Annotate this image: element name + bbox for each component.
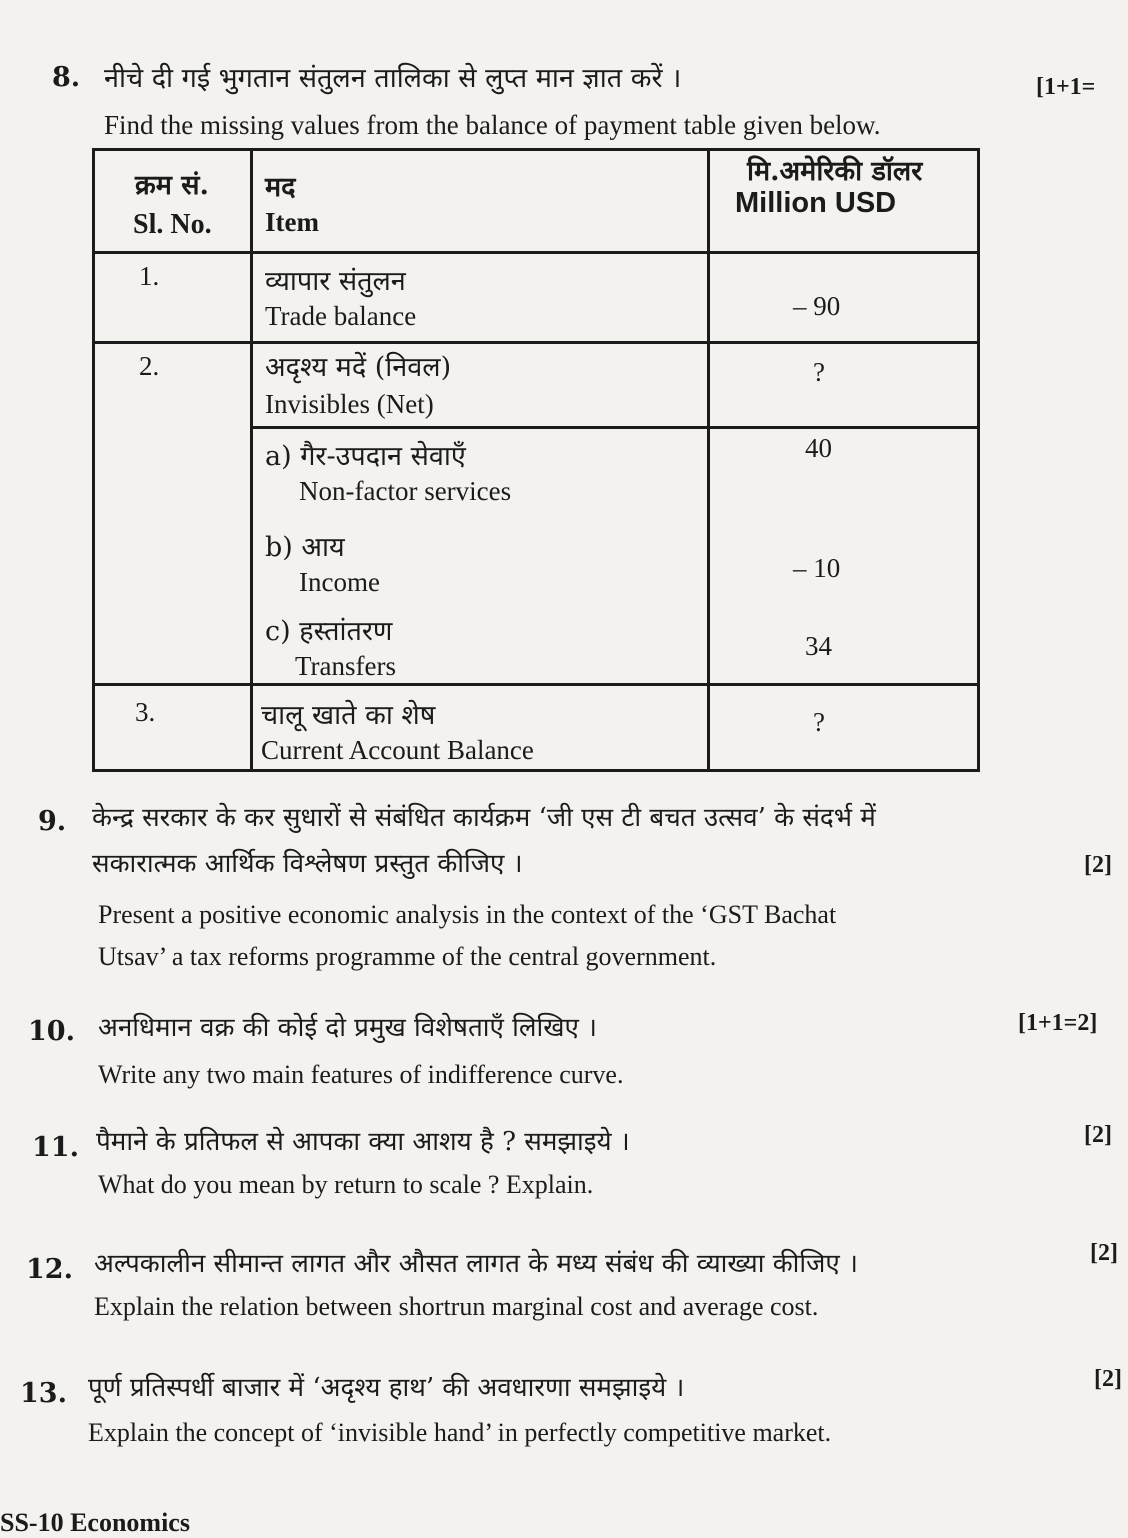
header-value-hindi: मि.अमेरिकी डॉलर [747,156,923,187]
row2-item-hindi: अदृश्य मदें (निवल) [265,352,452,383]
row2-value: ? [813,357,825,387]
q13-number: 13. [20,1378,67,1409]
footer-subject: SS-10 Economics [0,1508,190,1537]
q13-hindi: पूर्ण प्रतिस्पर्धी बाजार में ‘अदृश्य हाथ’ की अवधारणा समझाइये । [88,1373,685,1403]
row1-divider [95,341,977,344]
col-divider-1 [250,151,253,769]
row1-item-english: Trade balance [265,301,417,331]
q8-number: 8. [52,62,81,93]
q9-english-line2: Utsav’ a tax reforms programme of the central government. [98,942,717,971]
q13-english: Explain the concept of ‘invisible hand’ in perfectly competitive market. [88,1418,832,1447]
row2a-item-english: Non-factor services [299,476,512,506]
header-sl-english: Sl. No. [133,209,212,240]
row2c-value: 34 [805,631,832,661]
row1-value: – 90 [793,291,841,321]
header-item-hindi: मद [265,172,296,203]
row3-sl: 3. [135,697,156,727]
q13-marks: [2] [1094,1366,1122,1392]
row3-item-english: Current Account Balance [261,735,534,765]
row2-item-english: Invisibles (Net) [265,389,434,419]
q12-number: 12. [26,1254,73,1285]
q8-english-text: Find the missing values from the balance of payment table given below. [104,110,881,140]
q11-english: What do you mean by return to scale ? Explain. [98,1170,594,1199]
row2c-item-english: Transfers [295,651,396,681]
row3-item-hindi: चालू खाते का शेष [261,700,436,731]
q8-marks: [1+1= [1036,74,1096,100]
row2c-item-hindi: c) हस्तांतरण [265,616,393,647]
header-item-english: Item [265,207,319,237]
q11-number: 11. [32,1132,79,1163]
q10-marks: [1+1=2] [1018,1010,1098,1036]
row3-value: ? [813,707,825,737]
row2a-value: 40 [805,433,832,463]
row2a-item-hindi: a) गैर-उपदान सेवाएँ [265,441,466,472]
q9-english-line1: Present a positive economic analysis in the context of the ‘GST Bachat [98,900,837,929]
q11-marks: [2] [1084,1122,1112,1148]
row1-sl: 1. [139,261,160,291]
row2b-value: – 10 [793,553,841,583]
q12-marks: [2] [1090,1240,1118,1266]
q8-hindi-text: नीचे दी गई भुगतान संतुलन तालिका से लुप्त मान ज्ञात करें । [104,63,682,94]
q10-english: Write any two main features of indifference curve. [98,1060,624,1089]
row2b-item-english: Income [299,567,380,597]
row1-item-hindi: व्यापार संतुलन [265,266,406,297]
header-value-english: Million USD [735,187,897,219]
q9-hindi-line2: सकारात्मक आर्थिक विश्लेषण प्रस्तुत कीजिए । [92,849,523,879]
q9-number: 9. [38,806,67,837]
q10-number: 10. [28,1016,75,1047]
row2-sl: 2. [139,351,160,381]
row-group-divider [95,683,977,686]
row2b-item-hindi: b) आय [265,532,345,563]
q12-hindi: अल्पकालीन सीमान्त लागत और औसत लागत के मध्य संबंध की व्याख्या कीजिए । [94,1249,858,1279]
row2-divider [250,426,977,429]
bop-table [92,148,980,772]
header-sl-hindi: क्रम सं. [135,170,209,201]
q9-hindi-line1: केन्द्र सरकार के कर सुधारों से संबंधित कार्यक्रम ‘जी एस टी बचत उत्सव’ के संदर्भ में [92,803,876,833]
q11-hindi: पैमाने के प्रतिफल से आपका क्या आशय है ? समझाइये । [96,1127,630,1157]
q9-marks: [2] [1084,852,1112,878]
q12-english: Explain the relation between shortrun marginal cost and average cost. [94,1292,819,1321]
q10-hindi: अनधिमान वक्र की कोई दो प्रमुख विशेषताएँ लिखिए । [98,1013,598,1043]
col-divider-2 [707,151,710,769]
header-divider [95,251,977,254]
